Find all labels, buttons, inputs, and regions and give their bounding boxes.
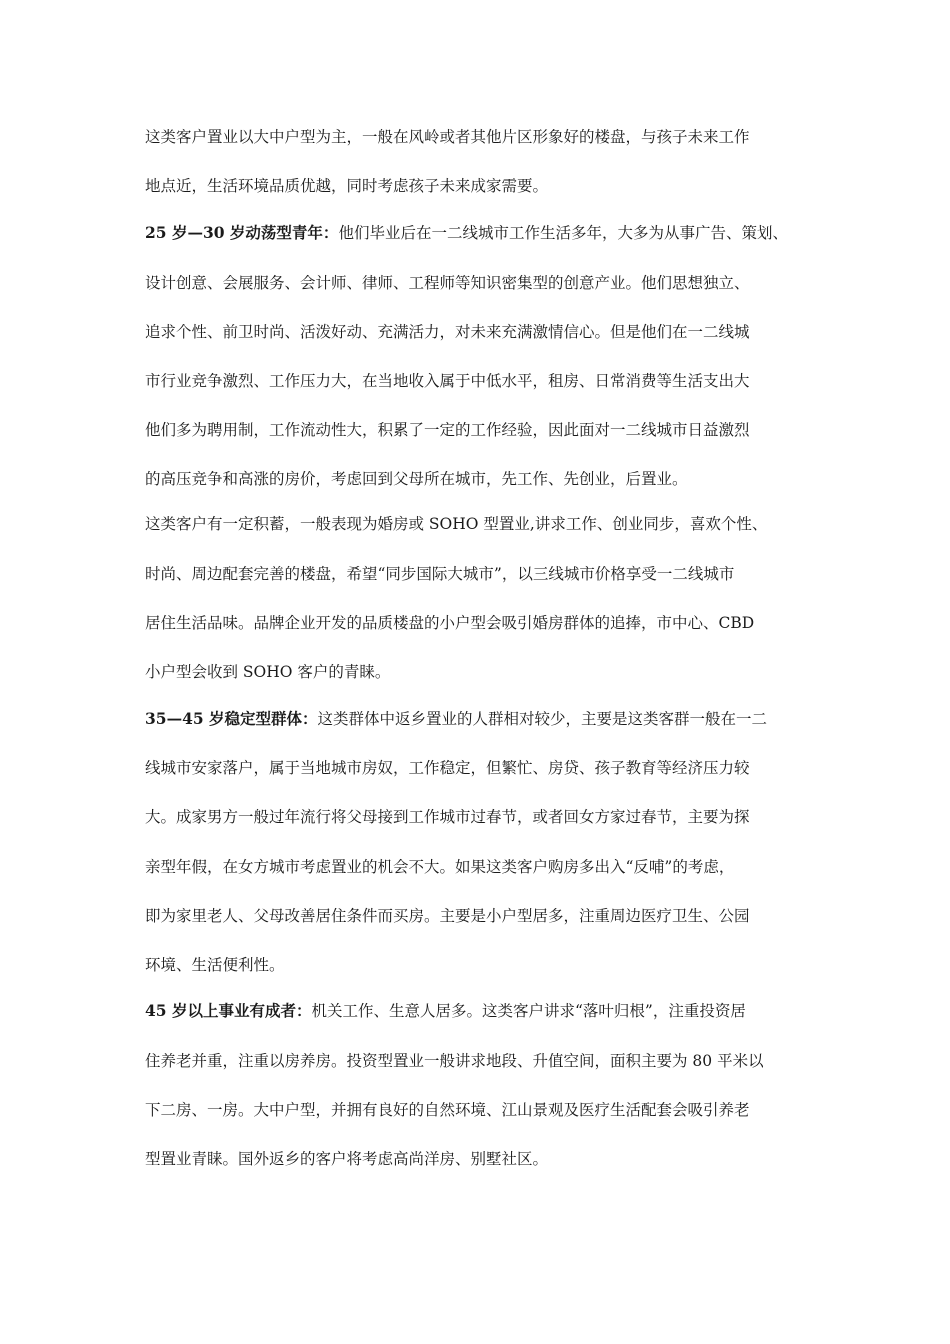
line-text: 环境、生活便利性。 bbox=[145, 956, 285, 974]
line-text: 的高压竞争和高涨的房价，考虑回到父母所在城市，先工作、先创业，后置业。 bbox=[145, 470, 688, 488]
line-text: 时尚、周边配套完善的楼盘，希望“同步国际大城市”，以三线城市价格享受一二线城市 bbox=[145, 565, 735, 583]
line-text: 地点近，生活环境品质优越，同时考虑孩子未来成家需要。 bbox=[145, 177, 549, 195]
line-text: 线城市安家落户，属于当地城市房奴，工作稳定，但繁忙、房贷、孩子教育等经济压力较 bbox=[145, 759, 750, 777]
text-line bbox=[145, 371, 825, 391]
text-line bbox=[145, 127, 825, 147]
line-text: 住养老并重，注重以房养房。投资型置业一般讲求地段、升值空间，面积主要为 80 平米以 bbox=[145, 1052, 764, 1070]
text-line bbox=[145, 1001, 825, 1021]
text-line bbox=[145, 564, 825, 584]
text-line bbox=[145, 1100, 825, 1120]
line-text: 设计创意、会展服务、会计师、律师、工程师等知识密集型的创意产业。他们思想独立、 bbox=[145, 274, 750, 292]
text-line bbox=[145, 322, 825, 342]
text-line bbox=[145, 758, 825, 778]
line-text: 大。成家男方一般过年流行将父母接到工作城市过春节，或者回女方家过春节，主要为探 bbox=[145, 808, 750, 826]
text-line bbox=[145, 906, 825, 926]
line-text: 小户型会收到 SOHO 客户的青睐。 bbox=[145, 663, 391, 681]
text-line bbox=[145, 857, 825, 877]
text-line bbox=[145, 223, 825, 243]
text-line bbox=[145, 807, 825, 827]
text-line bbox=[145, 1149, 825, 1169]
line-text: 这类客户置业以大中户型为主，一般在风岭或者其他片区形象好的楼盘，与孩子未来工作 bbox=[145, 128, 750, 146]
line-text: 这类客户有一定积蓄，一般表现为婚房或 SOHO 型置业,讲求工作、创业同步，喜欢个性、 bbox=[145, 515, 768, 533]
text-line bbox=[145, 420, 825, 440]
text-line bbox=[145, 469, 825, 489]
line-text: 追求个性、前卫时尚、活泼好动、充满活力，对未来充满激情信心。但是他们在一二线城 bbox=[145, 323, 750, 341]
line-text: 即为家里老人、父母改善居住条件而买房。主要是小户型居多，注重周边医疗卫生、公园 bbox=[145, 907, 750, 925]
text-line bbox=[145, 955, 825, 975]
text-line bbox=[145, 613, 825, 633]
line-text: 亲型年假，在女方城市考虑置业的机会不大。如果这类客户购房多出入“反哺”的考虑， bbox=[145, 858, 735, 876]
line-text: 这类群体中返乡置业的人群相对较少，主要是这类客群一般在一二 bbox=[317, 710, 768, 728]
line-text: 下二房、一房。大中户型，并拥有良好的自然环境、江山景观及医疗生活配套会吸引养老 bbox=[145, 1101, 750, 1119]
section-heading: 45 岁以上事业有成者： bbox=[145, 1001, 312, 1020]
line-text: 他们多为聘用制，工作流动性大，积累了一定的工作经验，因此面对一二线城市日益激烈 bbox=[145, 421, 750, 439]
section-heading: 25 岁—30 岁动荡型青年： bbox=[145, 223, 339, 242]
text-line bbox=[145, 176, 825, 196]
line-text: 型置业青睐。国外返乡的客户将考虑高尚洋房、别墅社区。 bbox=[145, 1150, 549, 1168]
text-line bbox=[145, 273, 825, 293]
section-heading: 35—45 岁稳定型群体： bbox=[145, 709, 318, 728]
line-text: 机关工作、生意人居多。这类客户讲求“落叶归根”，注重投资居 bbox=[311, 1002, 746, 1020]
text-line bbox=[145, 709, 825, 729]
text-line bbox=[145, 1051, 825, 1071]
text-line bbox=[145, 514, 825, 534]
line-text: 居住生活品味。品牌企业开发的品质楼盘的小户型会吸引婚房群体的追捧，市中心、CBD bbox=[145, 614, 755, 632]
line-text: 他们毕业后在一二线城市工作生活多年，大多为从事广告、策划、 bbox=[338, 224, 788, 242]
line-text: 市行业竞争激烈、工作压力大，在当地收入属于中低水平，租房、日常消费等生活支出大 bbox=[145, 372, 750, 390]
text-line bbox=[145, 662, 825, 682]
